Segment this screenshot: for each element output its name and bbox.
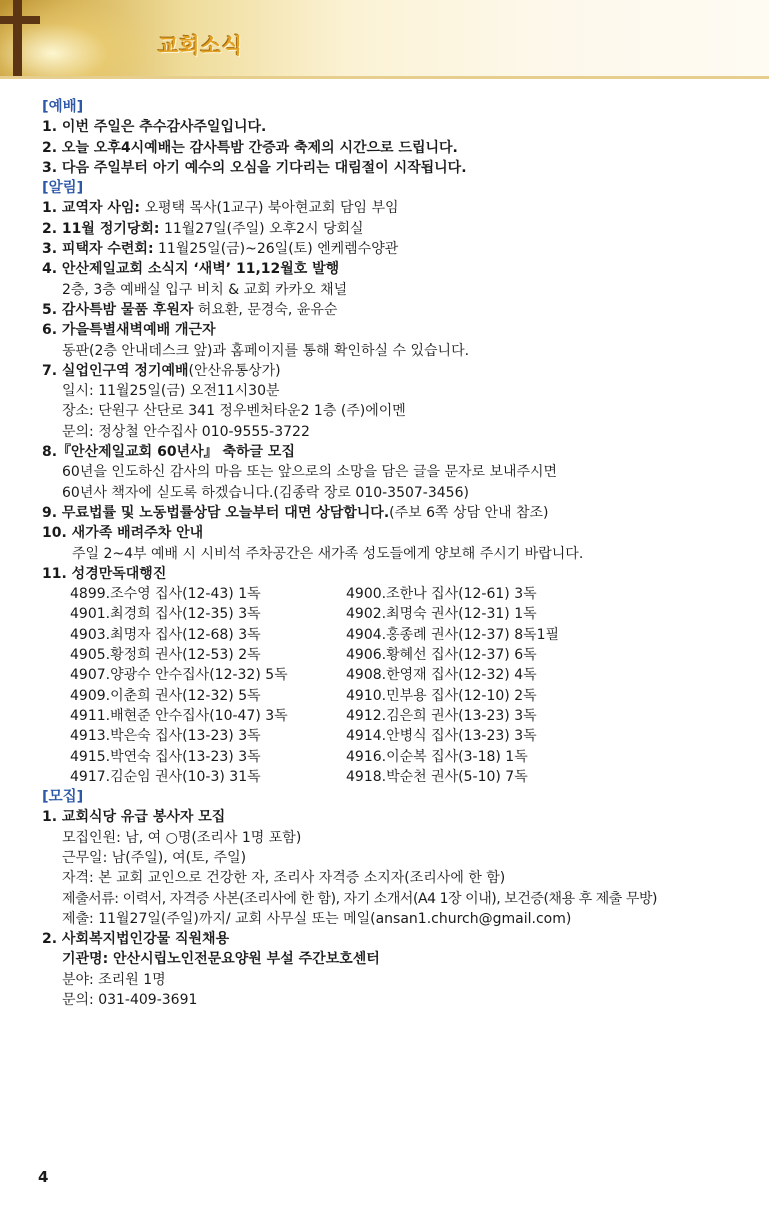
notice-label: 9. 무료법률 및 노동법률상담 오늘부터 대면 상담합니다. <box>42 504 390 521</box>
bulletin-content <box>42 97 757 1010</box>
notice-detail: 2층, 3층 예배실 입구 비치 & 교회 카카오 채널 <box>62 281 348 298</box>
bible-reading-entry: 4908.한영재 집사(12-32) 4독 <box>346 667 537 684</box>
notice-text: (주보 6쪽 상담 안내 참조) <box>389 504 549 521</box>
bible-reading-entry: 4901.최경희 집사(12-35) 3독 <box>70 606 261 623</box>
cross-icon <box>13 0 22 76</box>
bible-reading-entry: 4915.박연숙 집사(13-23) 3독 <box>70 748 261 765</box>
recruit-detail: 문의: 031-409-3691 <box>62 992 198 1009</box>
notice-item: 10. 새가족 배려주차 안내 <box>42 525 204 542</box>
header-light-glow <box>0 0 150 76</box>
notice-text: 허요환, 문경숙, 윤유순 <box>193 301 338 318</box>
bible-reading-entry: 4911.배현준 안수집사(10-47) 3독 <box>70 707 288 724</box>
notice-label: 1. 교역자 사임: <box>42 200 141 217</box>
recruit-detail: 제출: 11월27일(주일)까지/ 교회 사무실 또는 메일(ansan1.church@gmail.com) <box>62 910 572 927</box>
bible-reading-entry: 4910.민부용 집사(12-10) 2독 <box>346 687 537 704</box>
recruit-detail: 근무일: 남(주일), 여(토, 주일) <box>62 849 247 866</box>
notice-item: 4. 안산제일교회 소식지 ‘새벽’ 11,12월호 발행 <box>42 261 340 278</box>
bible-reading-entry: 4917.김순임 권사(10-3) 31독 <box>70 768 261 785</box>
bible-reading-row <box>42 645 757 665</box>
recruit-item: 2. 사회복지법인강물 직원채용 <box>42 931 230 948</box>
notice-text: 11월25일(금)~26일(토) 엔케렘수양관 <box>153 241 399 258</box>
notice-item: 11. 성경만독대행진 <box>42 565 167 582</box>
page-title: 교회소식 <box>158 34 244 58</box>
notice-text: (안산유통상가) <box>188 362 281 379</box>
bible-reading-row <box>42 584 757 604</box>
notice-item <box>42 503 757 523</box>
recruit-item: 1. 교회식당 유급 봉사자 모집 <box>42 809 226 826</box>
bible-reading-row <box>42 726 757 746</box>
notice-item <box>42 219 757 239</box>
worship-item: 2. 오늘 오후4시예배는 감사특밤 간증과 축제의 시간으로 드립니다. <box>42 139 458 156</box>
header-band <box>0 0 769 76</box>
bible-reading-entry: 4905.황정희 권사(12-53) 2독 <box>70 647 261 664</box>
bible-reading-entry: 4907.양광수 안수집사(12-32) 5독 <box>70 667 288 684</box>
bible-reading-row <box>42 706 757 726</box>
page-number: 4 <box>38 1168 49 1186</box>
bible-reading-entry: 4914.안병식 집사(13-23) 3독 <box>346 728 537 745</box>
worship-item: 1. 이번 주일은 추수감사주일입니다. <box>42 119 267 136</box>
notice-detail: 문의: 정상철 안수집사 010-9555-3722 <box>62 423 310 440</box>
bible-reading-row <box>42 747 757 767</box>
notice-detail: 60년을 인도하신 감사의 마음 또는 앞으로의 소망을 담은 글을 문자로 보내주시면 <box>62 464 558 481</box>
bible-reading-entry: 4902.최명숙 권사(12-31) 1독 <box>346 606 537 623</box>
recruit-detail: 제출서류: 이력서, 자격증 사본(조리사에 한 함), 자기 소개서(A4 1장 이내), 보건증(채용 후 제출 무방) <box>62 890 658 907</box>
section-heading-recruit: [모집] <box>42 789 84 806</box>
bible-reading-row <box>42 686 757 706</box>
bible-reading-row <box>42 665 757 685</box>
notice-label: 3. 피택자 수련회: <box>42 241 154 258</box>
notice-text: 오평택 목사(1교구) 북아현교회 담임 부임 <box>140 200 399 217</box>
notice-text: 11월27일(주일) 오후2시 당회실 <box>159 220 364 237</box>
notice-detail: 장소: 단원구 산단로 341 정우벤처타운2 1층 (주)에이멘 <box>62 403 406 420</box>
bible-reading-entry: 4913.박은숙 집사(13-23) 3독 <box>70 728 261 745</box>
worship-item: 3. 다음 주일부터 아기 예수의 오심을 기다리는 대림절이 시작됩니다. <box>42 159 467 176</box>
notice-detail: 일시: 11월25일(금) 오전11시30분 <box>62 383 280 400</box>
bible-reading-entry: 4906.황혜선 집사(12-37) 6독 <box>346 647 537 664</box>
recruit-detail-org: 기관명: 안산시립노인전문요양원 부설 주간보호센터 <box>62 951 380 968</box>
bible-reading-row <box>42 625 757 645</box>
notice-detail: 주일 2~4부 예배 시 시비석 주차공간은 새가족 성도들에게 양보해 주시기 바랍니다. <box>72 545 584 562</box>
section-heading-notices: [알림] <box>42 180 84 197</box>
bible-reading-entry: 4918.박순천 권사(5-10) 7독 <box>346 768 528 785</box>
notice-detail: 동판(2층 안내데스크 앞)과 홈페이지를 통해 확인하실 수 있습니다. <box>62 342 470 359</box>
bible-reading-entry: 4904.홍종례 권사(12-37) 8독1필 <box>346 626 560 643</box>
notice-item <box>42 361 757 381</box>
bible-reading-entry: 4916.이순복 집사(3-18) 1독 <box>346 748 528 765</box>
bible-reading-entry: 4903.최명자 집사(12-68) 3독 <box>70 626 261 643</box>
recruit-detail: 자격: 본 교회 교인으로 건강한 자, 조리사 자격증 소지자(조리사에 한 함) <box>62 870 506 887</box>
notice-label: 5. 감사특밤 물품 후원자 <box>42 301 194 318</box>
notice-item: 6. 가을특별새벽예배 개근자 <box>42 322 216 339</box>
notice-detail: 60년사 책자에 싣도록 하겠습니다.(김종락 장로 010-3507-3456) <box>62 484 469 501</box>
notice-item <box>42 300 757 320</box>
notice-item <box>42 198 757 218</box>
bible-reading-row <box>42 604 757 624</box>
notice-item <box>42 239 757 259</box>
recruit-detail: 모집인원: 남, 여 ○명(조리사 1명 포함) <box>62 829 302 846</box>
notice-label: 7. 실업인구역 정기예배 <box>42 362 189 379</box>
notice-item: 8.『안산제일교회 60년사』 축하글 모집 <box>42 444 295 461</box>
header-divider <box>0 76 769 79</box>
bible-reading-row <box>42 767 757 787</box>
section-heading-worship: [예배] <box>42 99 84 115</box>
bible-reading-entry: 4912.김은희 권사(13-23) 3독 <box>346 707 537 724</box>
bible-reading-entry: 4900.조한나 집사(12-61) 3독 <box>346 586 537 603</box>
bible-reading-entry: 4899.조수영 집사(12-43) 1독 <box>70 586 261 603</box>
cross-icon-bar <box>0 16 40 24</box>
notice-label: 2. 11월 정기당회: <box>42 220 160 237</box>
bible-reading-entry: 4909.이춘희 권사(12-32) 5독 <box>70 687 261 704</box>
recruit-detail: 분야: 조리원 1명 <box>62 971 166 988</box>
